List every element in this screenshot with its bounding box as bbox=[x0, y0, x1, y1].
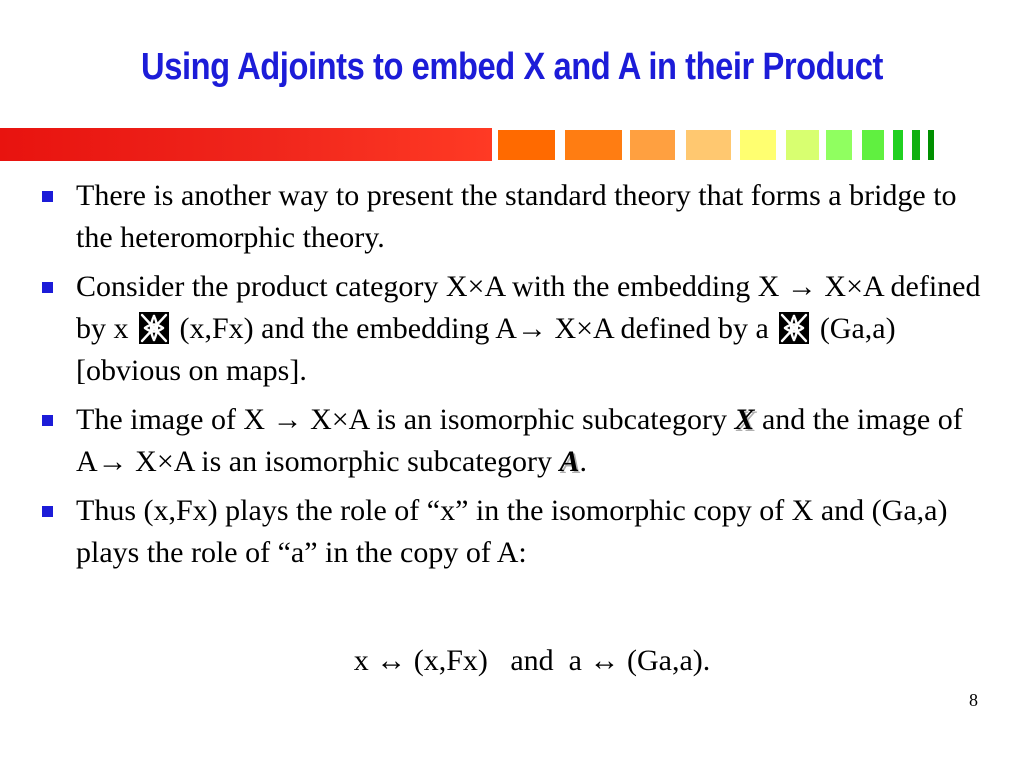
decorative-square bbox=[565, 130, 622, 160]
decorative-square bbox=[686, 130, 731, 160]
decorative-square bbox=[786, 130, 819, 160]
page-number: 8 bbox=[969, 690, 978, 710]
decorative-square bbox=[893, 130, 903, 160]
decorative-square bbox=[630, 130, 675, 160]
square-bullet-icon bbox=[42, 191, 53, 202]
bullet-text: Consider the product category X×A with the embedding X → X×A defined by x bbox=[76, 270, 981, 345]
bullet-text: Thus (x,Fx) plays the role of “x” in the isomorphic copy of X and (Ga,a) plays the role of “a” in the copy of A: bbox=[76, 494, 948, 569]
emphasized-a: A bbox=[559, 445, 580, 478]
bullet-text: There is another way to present the standard theory that forms a bridge to the heteromorphic theory. bbox=[76, 179, 957, 254]
missing-glyph-icon bbox=[779, 312, 809, 344]
decorative-square bbox=[826, 130, 852, 160]
bullet-text: and the image of A→ X×A is an isomorphic subcategory bbox=[76, 403, 963, 478]
square-bullet-icon bbox=[42, 506, 53, 517]
bullet-list bbox=[40, 175, 990, 581]
square-bullet-icon bbox=[42, 415, 53, 426]
bullet-text: (x,Fx) and the embedding A→ X×A defined by a bbox=[179, 312, 769, 345]
emphasized-x: X bbox=[734, 403, 755, 436]
bullet-item bbox=[40, 266, 990, 392]
decorative-red-bar bbox=[0, 128, 492, 161]
bullet-item bbox=[40, 175, 990, 259]
centered-formula: x ↔ (x,Fx) and a ↔ (Ga,a). bbox=[353, 644, 711, 677]
bullet-text: . bbox=[579, 445, 588, 478]
decorative-square bbox=[928, 130, 934, 160]
missing-glyph-icon bbox=[139, 312, 169, 344]
decorative-square bbox=[498, 130, 555, 160]
bullet-text: (Ga,a) [obvious on maps]. bbox=[76, 312, 896, 387]
decorative-square bbox=[862, 130, 884, 160]
decorative-square bbox=[912, 130, 920, 160]
square-bullet-icon bbox=[42, 282, 53, 293]
bullet-item bbox=[40, 399, 990, 483]
bullet-item bbox=[40, 490, 990, 574]
bullet-text: The image of X → X×A is an isomorphic subcategory bbox=[76, 403, 727, 436]
decorative-square bbox=[740, 130, 776, 160]
slide-title: Using Adjoints to embed X and A in their Product bbox=[141, 46, 883, 88]
